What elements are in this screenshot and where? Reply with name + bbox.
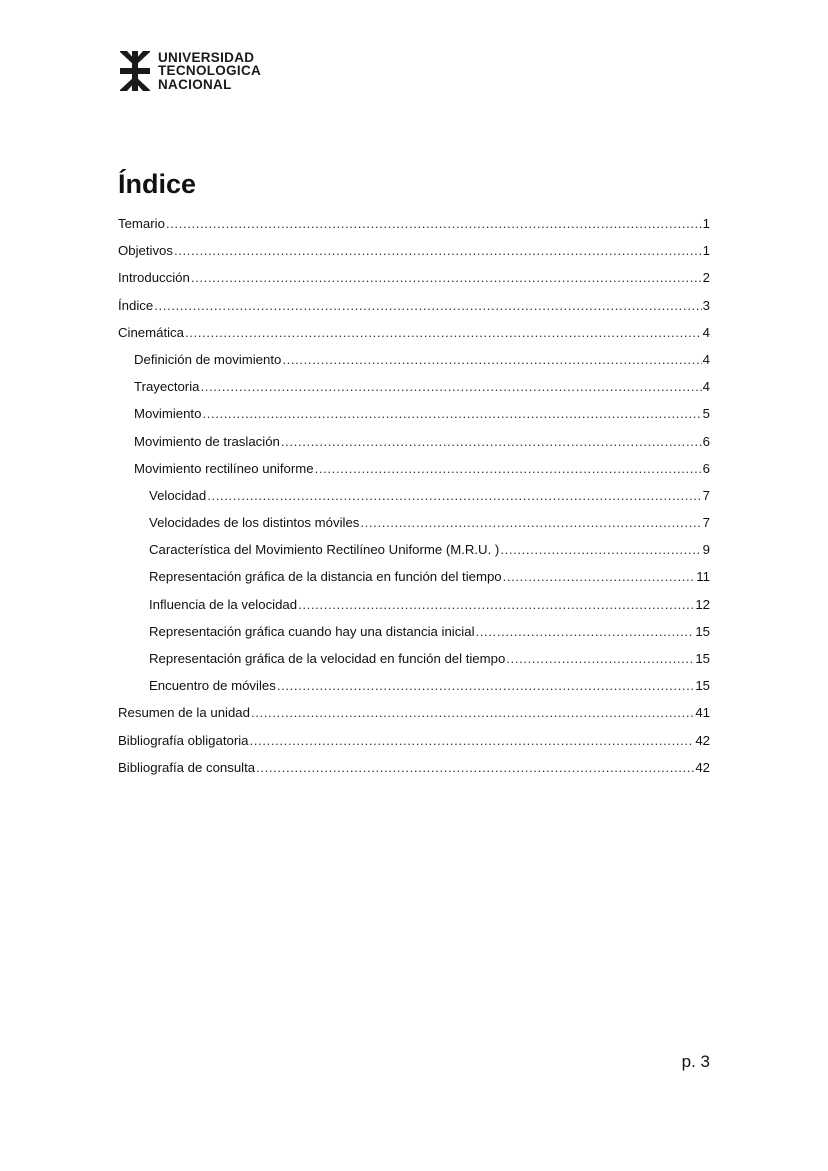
toc-entry-page: 7 [702,487,710,503]
toc-dot-leader [315,457,702,481]
toc-entry-label: Definición de movimiento [134,351,282,367]
toc-entry-label: Índice [118,297,154,313]
toc-entry[interactable] [118,647,710,674]
toc-dot-leader [202,402,701,426]
toc-entry-label: Representación gráfica cuando hay una distancia inicial [149,623,475,639]
toc-dot-leader [200,375,701,399]
toc-entry[interactable] [118,266,710,293]
toc-entry-page: 5 [702,406,710,422]
toc-entry-page: 15 [695,678,710,694]
toc-dot-leader [154,294,701,318]
toc-entry-label: Encuentro de móviles [149,678,276,694]
toc-entry[interactable] [118,729,710,756]
toc-entry[interactable] [118,430,710,457]
toc-entry[interactable] [118,511,710,538]
toc-dot-leader [256,756,694,780]
toc-dot-leader [166,212,702,236]
toc-dot-leader [277,674,695,698]
toc-entry[interactable] [118,538,710,565]
toc-entry[interactable] [118,484,710,511]
toc-entry-label: Temario [118,216,165,231]
toc-dot-leader [503,565,696,589]
toc-entry-label: Bibliografía de consulta [118,759,256,775]
toc-entry-page: 11 [696,569,710,585]
toc-entry-page: 1 [702,243,710,259]
toc-dot-leader [476,620,695,644]
toc-entry[interactable] [118,701,710,728]
toc-entry-label: Característica del Movimiento Rectilíneo Uniforme (M.R.U. ) [149,542,500,558]
toc-dot-leader [282,348,701,372]
toc-entry[interactable] [118,674,710,701]
toc-entry-page: 4 [702,379,710,395]
toc-entry-label: Movimiento de traslación [134,433,280,449]
logo-line: UNIVERSIDAD [158,49,255,65]
toc-entry[interactable] [118,348,710,375]
logo-line: NACIONAL [158,76,232,92]
toc-entry-page: 4 [702,324,710,340]
toc-entry[interactable] [118,620,710,647]
toc-entry[interactable] [118,375,710,402]
toc-entry[interactable] [118,212,710,239]
toc-entry-label: Velocidades de los distintos móviles [149,515,360,531]
toc-dot-leader [281,430,702,454]
toc-dot-leader [185,321,702,345]
toc-entry[interactable] [118,294,710,321]
toc-entry[interactable] [118,756,710,783]
toc-entry-page: 1 [702,216,710,231]
toc-entry[interactable] [118,321,710,348]
toc-entry-label: Movimiento [134,406,202,422]
toc-dot-leader [500,538,701,562]
toc-entry-label: Objetivos [118,243,173,259]
toc-dot-leader [360,511,701,535]
toc-entry-page: 41 [695,705,710,721]
utn-emblem-icon [118,51,152,91]
toc-entry-page: 15 [695,651,710,666]
toc-entry-page: 9 [702,542,710,558]
table-of-contents [118,212,710,783]
toc-entry-label: Trayectoria [134,379,200,395]
toc-entry-label: Representación gráfica de la velocidad en función del tiempo [149,651,506,666]
toc-entry-label: Representación gráfica de la distancia en función del tiempo [149,569,502,585]
page-title: Índice [118,169,197,199]
toc-entry[interactable] [118,239,710,266]
toc-entry-label: Influencia de la velocidad [149,596,298,612]
toc-dot-leader [207,484,701,508]
page-number: p. 3 [681,1052,710,1071]
toc-entry-label: Movimiento rectilíneo uniforme [134,460,314,476]
toc-dot-leader [298,593,694,617]
toc-dot-leader [251,701,694,725]
toc-entry-label: Cinemática [118,324,184,340]
toc-dot-leader [506,647,694,671]
toc-entry-label: Resumen de la unidad [118,705,250,721]
toc-entry-page: 2 [702,270,710,286]
toc-entry[interactable] [118,402,710,429]
toc-entry-label: Introducción [118,270,190,286]
toc-dot-leader [191,266,702,290]
logo-wordmark [158,51,261,92]
toc-dot-leader [250,729,695,753]
toc-entry[interactable] [118,457,710,484]
toc-entry[interactable] [118,565,710,592]
logo-line: TECNOLOGICA [158,63,262,79]
toc-entry-page: 7 [702,515,710,531]
toc-entry-page: 42 [695,732,710,748]
toc-entry-page: 4 [702,351,710,367]
toc-entry-label: Bibliografía obligatoria [118,732,249,748]
toc-entry-page: 6 [702,460,710,476]
toc-entry-label: Velocidad [149,487,207,503]
toc-entry-page: 42 [695,759,710,775]
toc-dot-leader [174,239,702,263]
toc-entry-page: 12 [695,596,710,612]
toc-entry-page: 3 [702,297,710,313]
utn-logo [118,50,261,92]
toc-entry-page: 6 [702,433,710,449]
toc-entry-page: 15 [695,623,710,639]
toc-entry[interactable] [118,593,710,620]
